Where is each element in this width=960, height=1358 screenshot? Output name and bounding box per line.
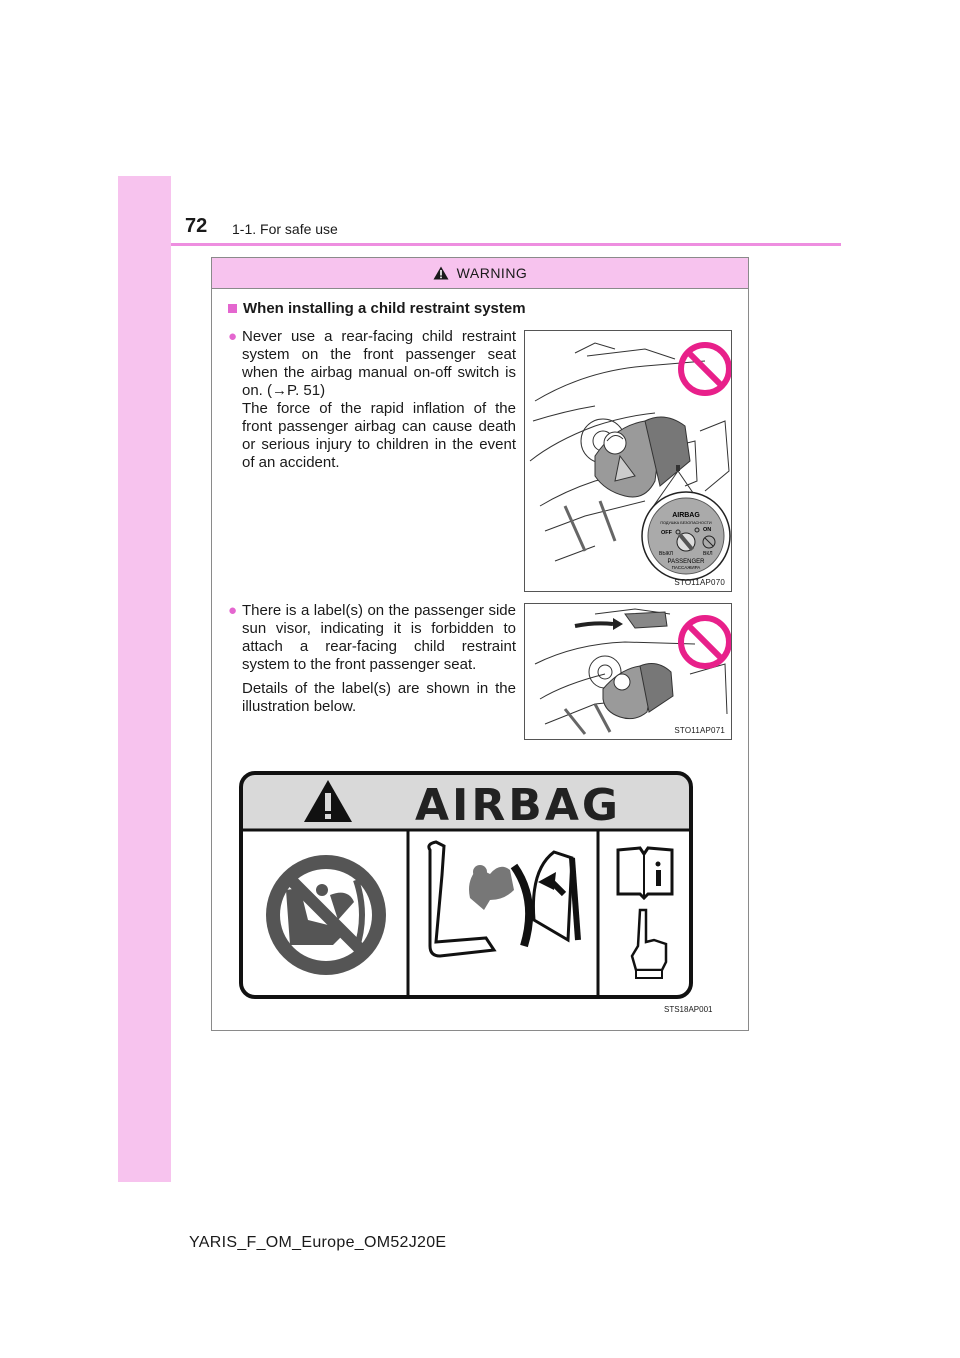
label-title: AIRBAG <box>414 780 622 831</box>
switch-sub: ПОДУШКА БЕЗОПАСНОСТИ <box>660 521 712 525</box>
switch-passenger-ru: ПАССАЖИРА <box>671 565 701 570</box>
no-rear-facing-seat-icon <box>266 855 386 975</box>
car-interior-illustration <box>525 331 731 591</box>
switch-passenger: PASSENGER <box>667 559 705 565</box>
prohibition-icon <box>681 618 729 666</box>
switch-on: ON <box>703 527 712 533</box>
switch-off: OFF <box>661 530 672 536</box>
figure-code: STS18AP001 <box>664 1005 713 1014</box>
airbag-label <box>238 770 694 1000</box>
side-tab <box>118 176 171 1182</box>
subheading-text: When installing a child restraint system <box>243 300 526 317</box>
switch-title: AIRBAG <box>672 512 700 519</box>
figure-code: STO11AP071 <box>674 726 725 735</box>
header-rule <box>171 243 841 246</box>
bullet-item <box>228 328 516 472</box>
page-number: 72 <box>185 215 208 237</box>
warning-title: WARNING <box>456 265 528 281</box>
bullet-dot-icon: ● <box>228 328 238 345</box>
warning-triangle-icon <box>433 266 449 280</box>
warning-header <box>212 258 748 289</box>
bullet-item <box>228 602 516 716</box>
section-title: 1-1. For safe use <box>232 221 338 237</box>
bullet-dot-icon: ● <box>228 602 238 619</box>
prohibition-icon <box>681 345 729 393</box>
bullet-paragraph: Never use a rear-facing child restraint system on the front passenger seat when the airbag manual on-off switch is on. (→P. 51) <box>242 328 516 399</box>
bullet-paragraph: There is a label(s) on the passenger side sun visor, indicating it is forbidden to attach a rear-facing child restraint system to the front passenger seat. <box>242 602 516 673</box>
subheading <box>228 300 526 317</box>
footer-doc-code: YARIS_F_OM_Europe_OM52J20E <box>189 1234 447 1251</box>
switch-off-ru: ВЫКЛ <box>659 551 673 557</box>
sun-visor-illustration <box>525 604 731 739</box>
figure-sun-visor <box>524 603 732 740</box>
figure-airbag-switch <box>524 330 732 592</box>
figure-code: STO11AP070 <box>674 578 725 587</box>
switch-on-ru: ВКЛ <box>703 551 713 557</box>
bullet-paragraph: The force of the rapid inflation of the front passenger airbag can cause death or serious injury to children in the event of an accident. <box>242 400 516 471</box>
square-bullet-icon <box>228 304 237 313</box>
bullet-paragraph: Details of the label(s) are shown in the illustration below. <box>242 680 516 715</box>
manual-book-icon <box>618 848 672 898</box>
